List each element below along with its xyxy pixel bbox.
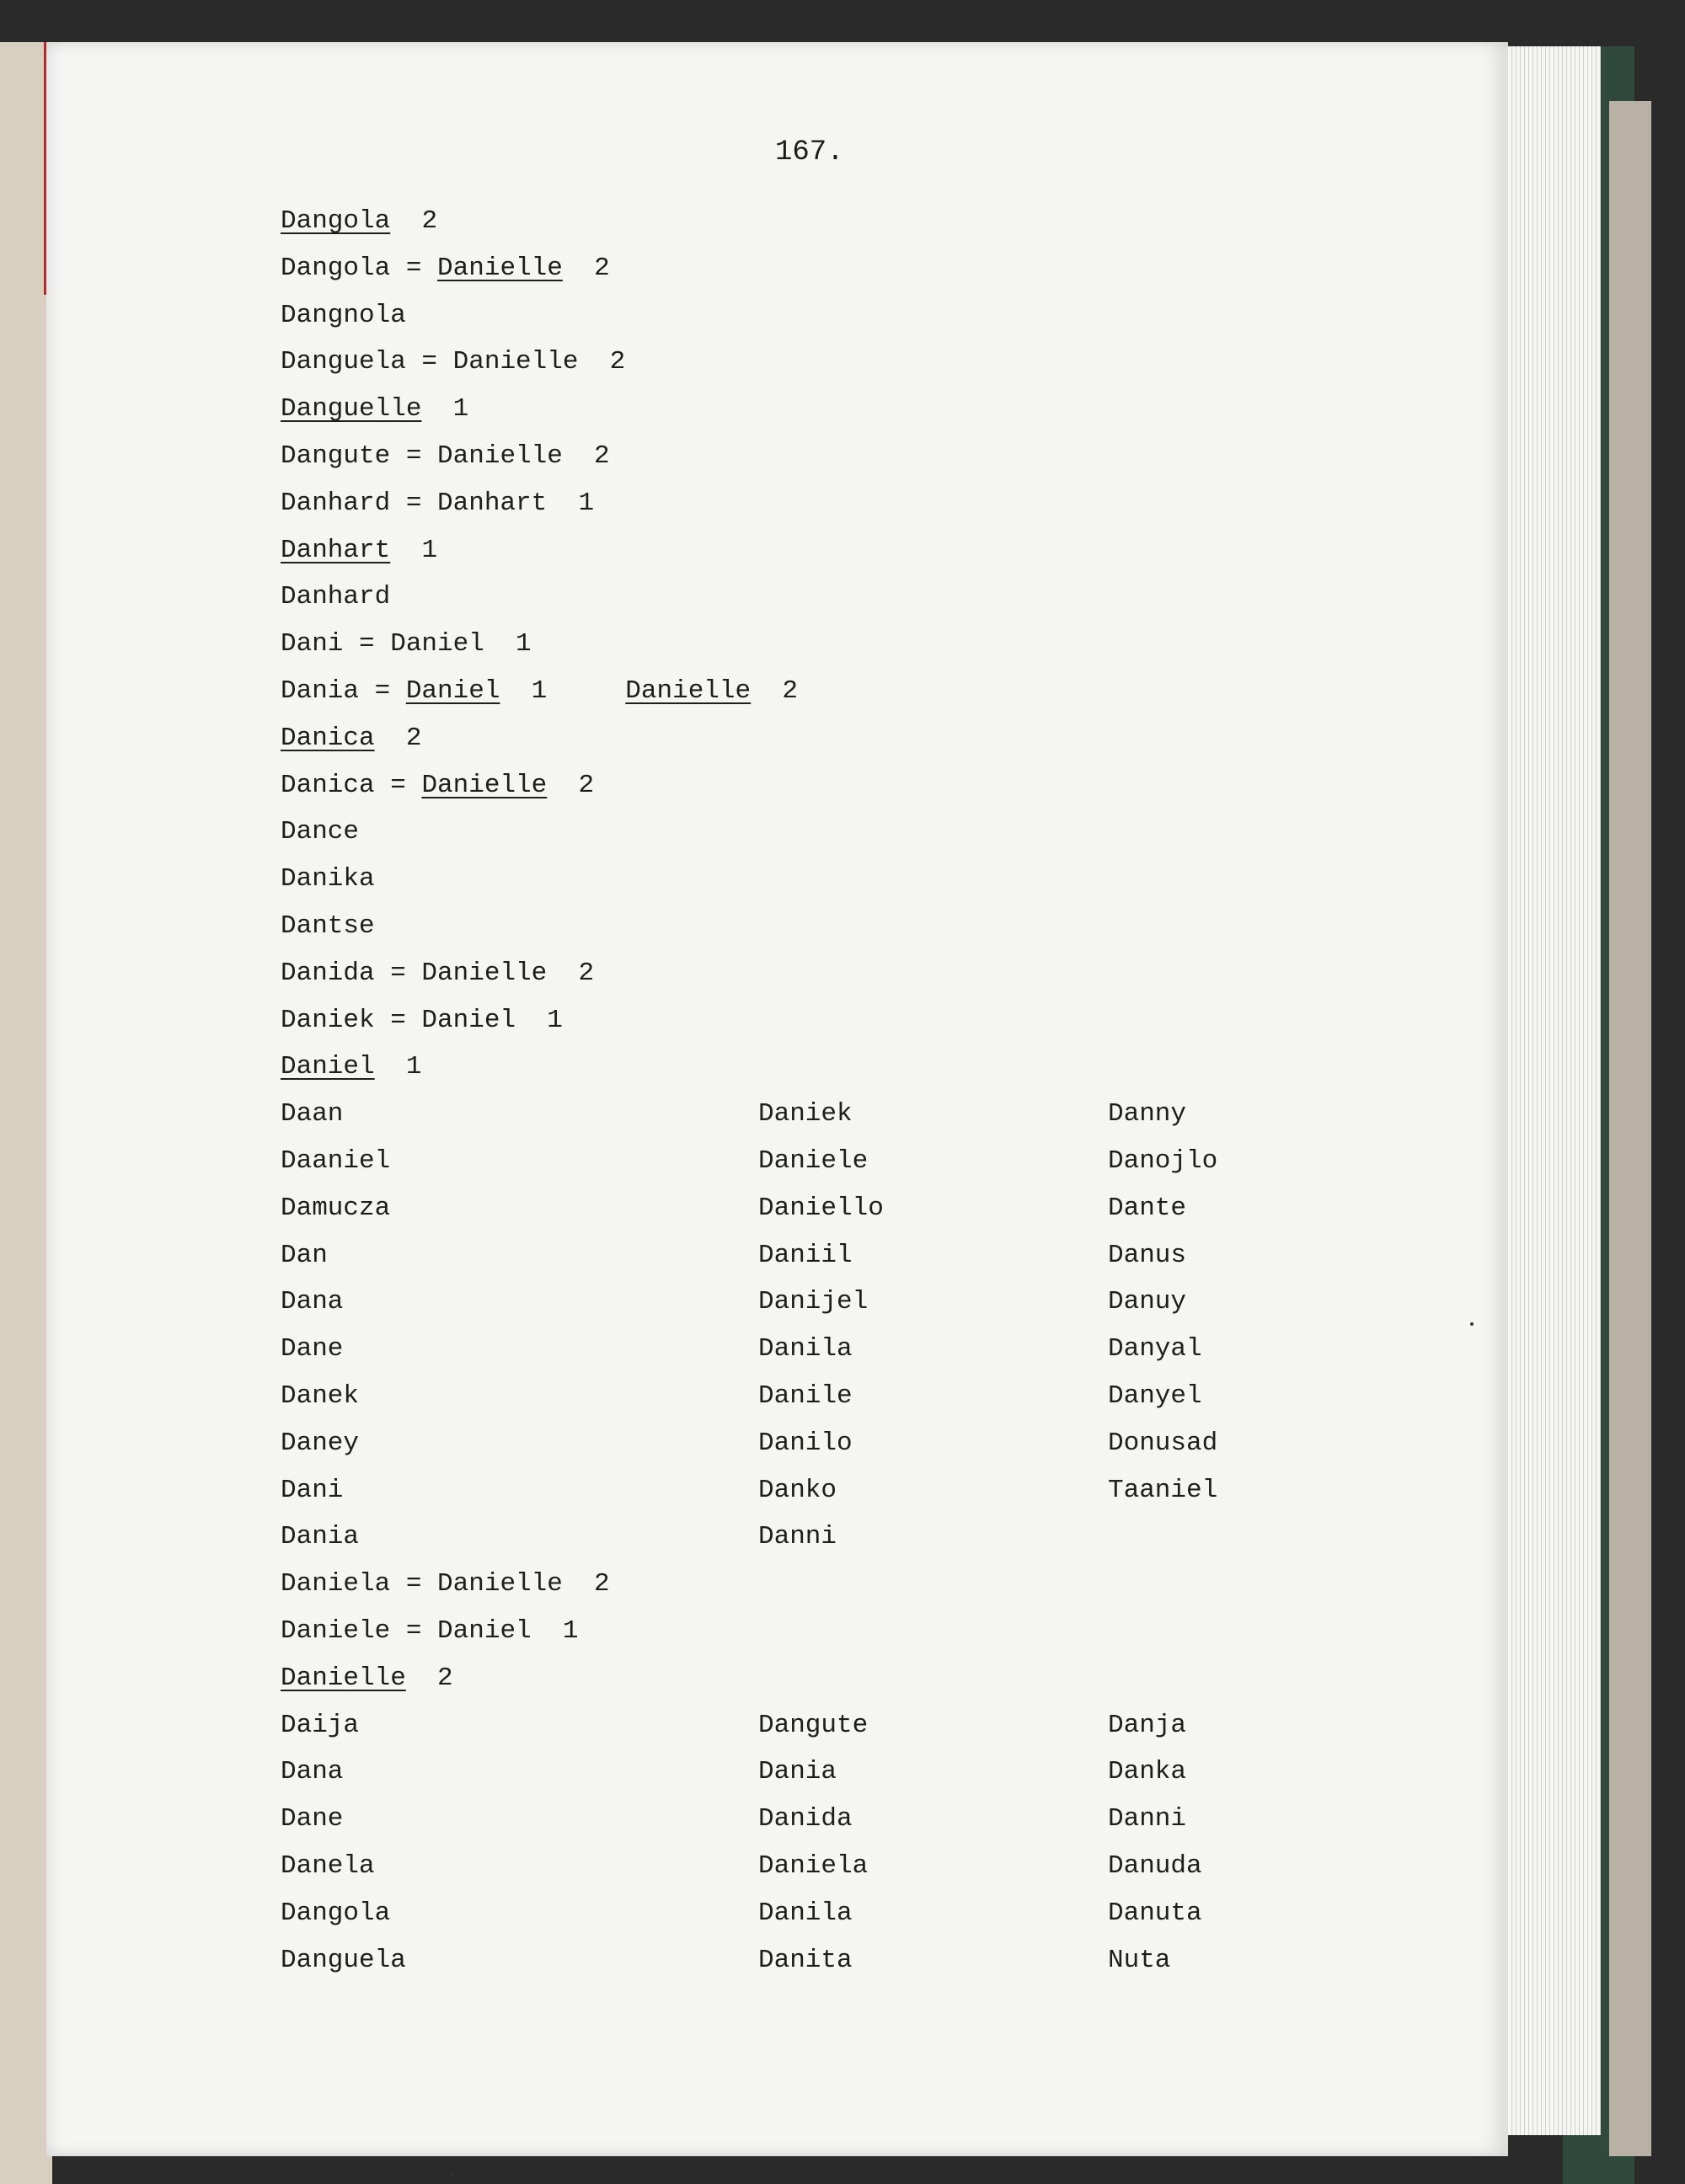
variant-name: Daniil [758,1240,853,1270]
variant-name: Danita [758,1945,853,1975]
entry-text: Danhard [281,582,391,612]
left-page-edge [0,42,52,2184]
variant-name: Nuta [1108,1945,1171,1975]
index-entry [281,440,610,473]
page-number: 167. [775,136,844,168]
entry-text: 2 [390,206,438,236]
speck [1470,1322,1474,1326]
entry-text: Dangola = [281,253,438,283]
index-entry [281,1004,563,1038]
underlined-name: Danica [281,723,375,753]
variant-name: Daniek [758,1099,853,1129]
variant-name: Daaniel [281,1146,391,1176]
variant-name: Danila [758,1898,853,1928]
underlined-name: Danielle [437,253,563,283]
underlined-name: Danielle [281,1663,406,1693]
entry-text: 2 [374,723,422,753]
index-entry [281,299,406,333]
entry-text: 1 [421,394,469,425]
variant-name: Daniela [758,1851,869,1881]
index-entry [281,722,421,756]
variant-name: Dante [1108,1193,1187,1223]
speck [451,2173,454,2176]
variant-name: Danek [281,1381,360,1411]
index-entry [281,1050,421,1084]
book-board-edge [1609,101,1651,2156]
variant-name: Danuy [1108,1287,1187,1317]
variant-name: Danja [1108,1710,1187,1740]
variant-name: Dane [281,1804,344,1834]
entry-text: Daniela = Danielle 2 [281,1569,610,1599]
variant-name: Dania [281,1522,360,1552]
variant-name: Dana [281,1287,344,1317]
entry-text: Danida = Danielle 2 [281,958,595,988]
variant-name: Donusad [1108,1428,1218,1458]
index-entry [281,815,359,849]
index-entry [281,1662,453,1695]
variant-name: Danilo [758,1428,853,1458]
book-page [46,42,1508,2156]
entry-text: Danguela = Danielle 2 [281,347,626,377]
variant-name: Dana [281,1757,344,1787]
underlined-name: Danielle [625,676,752,706]
variant-name: Danni [758,1522,837,1552]
variant-name: Danida [758,1804,853,1834]
entry-text: Dance [281,817,360,847]
variant-name: Daney [281,1428,360,1458]
variant-name: Danni [1108,1804,1187,1834]
variant-name: Danguela [281,1945,406,1975]
entry-text: 2 [562,253,610,283]
variant-name: Taaniel [1108,1475,1218,1505]
underlined-name: Daniel [405,676,500,706]
variant-name: Danuda [1108,1851,1202,1881]
index-entry [281,675,798,708]
entry-text: Daniek = Daniel 1 [281,1005,563,1035]
index-entry [281,252,610,286]
variant-name: Danojlo [1108,1146,1218,1176]
index-entry [281,769,594,803]
underlined-name: Danhart [281,535,391,565]
variant-name: Danka [1108,1757,1187,1787]
variant-name: Dan [281,1240,328,1270]
index-entry [281,1615,578,1648]
index-entry [281,487,594,521]
index-entry [281,1567,610,1601]
variant-name: Dania [758,1757,837,1787]
entry-text: Danika [281,864,375,894]
entry-text: 2 [405,1663,453,1693]
variant-name: Dani [281,1475,344,1505]
index-entry [281,862,375,896]
entry-text: Dania = [281,676,406,706]
variant-name: Dangute [758,1710,869,1740]
variant-name: Danuta [1108,1898,1202,1928]
variant-name: Danny [1108,1099,1187,1129]
variant-name: Danyal [1108,1334,1202,1364]
index-entry [281,345,625,379]
variant-name: Dangola [281,1898,391,1928]
variant-name: Daija [281,1710,360,1740]
entry-text: Dangute = Danielle 2 [281,441,610,471]
variant-name: Danijel [758,1287,869,1317]
variant-name: Danko [758,1475,837,1505]
variant-name: Daniele [758,1146,869,1176]
index-entry [281,205,437,238]
variant-name: Daniello [758,1193,884,1223]
index-entry [281,910,375,943]
entry-text: 2 [751,676,798,706]
variant-name: Danyel [1108,1381,1202,1411]
index-entry [281,957,594,991]
variant-name: Danile [758,1381,853,1411]
variant-name: Dane [281,1334,344,1364]
entry-text: 1 [374,1052,422,1082]
variant-name: Danila [758,1334,853,1364]
entry-text: Dangnola [281,300,406,330]
variant-name: Danus [1108,1240,1187,1270]
index-entry [281,392,468,426]
entry-text: Danica = [281,770,422,800]
index-entry [281,627,532,661]
variant-name: Damucza [281,1193,391,1223]
variant-name: Daan [281,1099,344,1129]
entry-text: Dani = Daniel 1 [281,629,532,659]
underlined-name: Danguelle [281,394,422,425]
underlined-name: Danielle [421,770,548,800]
underlined-name: Dangola [281,206,391,236]
entry-text: Dantse [281,911,375,941]
entry-text: 1 [500,676,626,706]
underlined-name: Daniel [281,1052,375,1082]
variant-name: Danela [281,1851,375,1881]
entry-text: 2 [547,770,595,800]
entry-text: Danhard = Danhart 1 [281,488,595,518]
index-entry [281,580,390,614]
entry-text: 1 [390,535,438,565]
entry-text: Daniele = Daniel 1 [281,1616,579,1646]
index-entry [281,534,437,568]
